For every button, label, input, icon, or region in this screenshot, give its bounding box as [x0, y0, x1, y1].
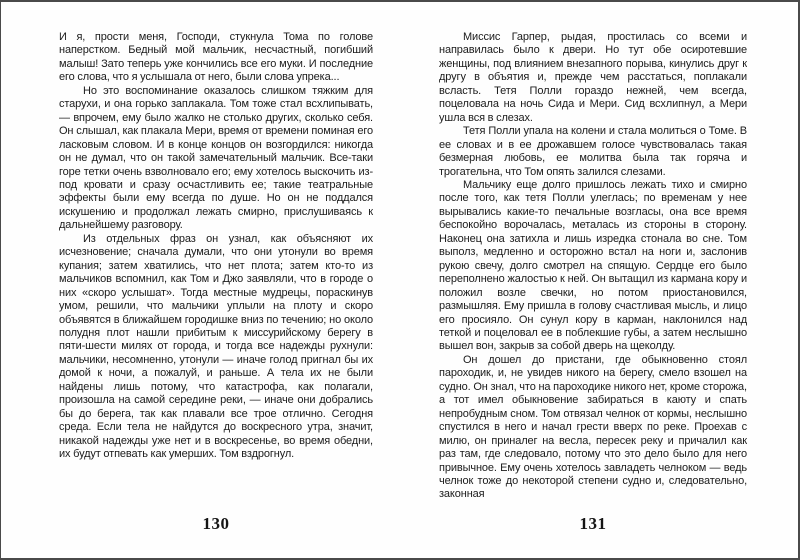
paragraph: Миссис Гарпер, рыдая, простилась со всеми и направилась было к двери. Но тут обе осиротевшие женщины, под влиянием внезапного порыва, кинулись друг к другу в объятия и, прежде чем расстаться, поплакали всласть. Тетя Полли гораздо нежней, чем всегда, поцеловала на ночь Сида и Мери. Сид всхлипнул, а Мери ушла вся в слезах. — [439, 31, 747, 124]
paragraph: Из отдельных фраз он узнал, как объясняют их исчезновение; сначала думали, что они утонули во время купания; затем хватились, что нет плота; затем кто-то из мальчиков вспомнил, как Том и Джо заявляли, что в городе о них «скоро услышат». Тогда местные мудрецы, пораскинув умом, решили, что мальчики уплыли на плоту и скоро объявятся в ближайшем городишке вниз по течению; но около полудня плот нашли прибитым к миссурийскому берегу в пяти-шести милях от города, и тогда все надежды рухнули: мальчики, несомненно, утонули — иначе голод пригнал бы их домой к ночи, а пожалуй, и раньше. А тела их не были найдены лишь потому, что катастрофа, как полагали, произошла на самой середине реки, — иначе они добрались бы до берега, так как плавали все трое отлично. Сегодня среда. Если тела не найдутся до воскресного утра, значит, никакой надежды уже нет и в воскресенье, во время обедни, их будут отпевать как умерших. Том вздрогнул. — [59, 232, 373, 461]
paragraph: Но это воспоминание оказалось слишком тяжким для старухи, и она горько заплакала. Том тоже стал всхлипывать, — впрочем, ему было жалко не столько других, сколько себя. Он слышал, как плакала Мери, время от времени поминая его ласковым словом. И в конце концов он возгордился: никогда он не думал, что он такой замечательный мальчик. Все-таки горе тетки очень взволновало его; ему хотелось выскочить из-под кровати и сразу осчастливить ее; такие театральные эффекты были ему всегда по душе. Но он не поддался искушению и продолжал лежать смирно, прислушиваясь к дальнейшему разговору. — [59, 84, 373, 232]
page-right — [439, 2, 747, 560]
paragraph-continuation: И я, прости меня, Господи, стукнула Тома по голове наперстком. Бедный мой мальчик, несчастный, погибший малыш! Зато теперь уже кончились все его муки. И последние его слова, что я услышала от него, были слова упрека... — [59, 31, 373, 84]
paragraph: Тетя Полли упала на колени и стала молиться о Томе. В ее словах и в ее дрожавшем голосе чувствовалась такая безмерная любовь, ее молитва была так горяча и трогательна, что Том опять залился слезами. — [439, 125, 747, 178]
page-number-right: 131 — [579, 514, 607, 533]
page-left — [59, 2, 373, 560]
page-left-text-block — [59, 31, 373, 462]
paragraph: Мальчику еще долго пришлось лежать тихо и смирно после того, как тетя Полли улеглась; по временам у нее вырывались какие-то печальные возгласы, она все время беспокойно ворочалась, металась из стороны в сторону. Наконец она затихла и лишь изредка стонала во сне. Том выполз, медленно и осторожно встал на ноги и, заслонив рукою свечу, долго смотрел на спящую. Сердце его было переполнено жалостью к ней. Он вытащил из кармана кору и положил возле свечки, но потом приостановился, размышляя. Ему пришла в голову счастливая мысль, и лицо его просияло. Он сунул кору в карман, наклонился над теткой и поцеловал ее в поблекшие губы, а затем неслышно вышел вон, закрыв за собой дверь на щеколду. — [439, 178, 747, 353]
page-number-left: 130 — [202, 514, 230, 533]
page-right-text-block — [439, 31, 747, 502]
paragraph: Он дошел до пристани, где обыкновенно стоял пароходик, и, не увидев никого на берегу, смело взошел на судно. Он знал, что на пароходике никого нет, кроме сторожа, а тот имел обыкновение забираться в каюту и спать непробудным сном. Том отвязал челнок от кормы, неслышно спустился в него и начал грести вверх по реке. Проехав с милю, он приналег на весла, пересек реку и причалил как раз там, где следовало, потому что это дело было для него привычное. Ему очень хотелось завладеть челноком — ведь челнок тоже до некоторой степени судно и, следовательно, законная — [439, 353, 747, 501]
